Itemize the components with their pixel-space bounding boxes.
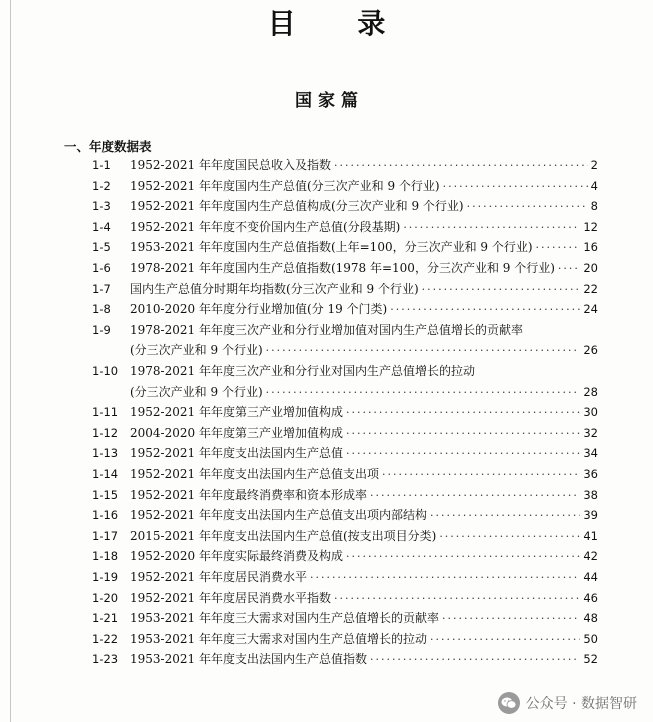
leader-dots — [370, 649, 580, 669]
toc-entry-number: 1-22 — [92, 631, 119, 646]
toc-entry[interactable] — [92, 505, 598, 525]
toc-entry[interactable] — [92, 485, 598, 505]
toc-entry-title: 国内生产总值分时期年均指数(分三次产业和 9 个行业) — [130, 281, 419, 296]
leader-dots — [310, 567, 580, 587]
toc-entry[interactable] — [92, 567, 598, 587]
toc-entry-title-cont: (分三次产业和 9 个行业) — [130, 343, 263, 358]
toc-entry-continuation[interactable] — [92, 382, 598, 402]
toc-entry-number: 1-7 — [92, 281, 111, 296]
toc-entry-page: 39 — [583, 508, 598, 523]
toc-entry-page: 12 — [583, 219, 598, 234]
toc-entry-page: 32 — [583, 425, 598, 440]
toc-entry-title: 1952-2021 年年度最终消费率和资本形成率 — [130, 487, 367, 502]
toc-entry[interactable] — [92, 402, 598, 422]
toc-entry[interactable] — [92, 258, 598, 278]
toc-entry-number: 1-13 — [92, 446, 119, 461]
toc-entry-page: 38 — [583, 487, 598, 502]
leader-dots — [346, 402, 580, 422]
toc-entry-title: 1953-2021 年年度国内生产总值指数(上年=100，分三次产业和 9 个行业) — [130, 240, 533, 255]
toc-entry-page: 52 — [583, 652, 598, 667]
toc-entry[interactable] — [92, 217, 598, 237]
toc-entry-title: 1978-2021 年年度三次产业和分行业增加值对国内生产总值增长的贡献率 — [130, 322, 523, 337]
toc-entry-title: 1952-2021 年年度国内生产总值(分三次产业和 9 个行业) — [130, 178, 440, 193]
wechat-icon — [498, 692, 520, 714]
toc-entry-title: 2010-2020 年年度分行业增加值(分 19 个门类) — [130, 302, 388, 317]
toc-entry-title: 1952-2021 年年度支出法国内生产总值支出项 — [130, 467, 379, 481]
toc-entry-page: 20 — [583, 261, 598, 275]
leader-dots — [382, 464, 580, 484]
toc-entry-page: 48 — [583, 611, 598, 626]
toc-entry-number: 1-4 — [92, 219, 111, 234]
toc-entry-number: 1-18 — [92, 549, 119, 564]
section-heading: 国家篇 — [295, 91, 364, 111]
toc-entry-number: 1-16 — [92, 508, 119, 523]
toc-entry-title: 1952-2020 年年度实际最终消费及构成 — [130, 549, 343, 564]
toc-entry-title: 1952-2021 年年度第三产业增加值构成 — [130, 405, 343, 420]
toc-entry[interactable] — [92, 320, 598, 340]
toc-entry-number: 1-17 — [92, 528, 119, 543]
leader-dots — [346, 423, 580, 443]
page-title: 目 录 — [267, 7, 412, 40]
toc-entry[interactable] — [92, 155, 598, 175]
toc-entry-page: 44 — [583, 570, 598, 584]
leader-dots — [334, 155, 588, 175]
toc-entry[interactable] — [92, 649, 598, 669]
toc-entry[interactable] — [92, 196, 598, 216]
toc-entry[interactable] — [92, 629, 598, 649]
toc-entry[interactable] — [92, 279, 598, 299]
toc-entry-title: 2015-2021 年年度支出法国内生产总值(按支出项目分类) — [130, 528, 437, 543]
leader-dots — [370, 485, 580, 505]
toc-entry-page: 26 — [583, 343, 598, 358]
toc-entry-title: 1952-2021 年年度居民消费水平 — [130, 570, 307, 584]
toc-entry-page: 41 — [583, 528, 598, 543]
toc-entry[interactable] — [92, 299, 598, 319]
toc-entry-number: 1-8 — [92, 302, 111, 317]
toc-entry-title: 1978-2021 年年度三次产业和分行业对国内生产总值增长的拉动 — [130, 364, 475, 378]
toc-entry[interactable] — [92, 526, 598, 546]
leader-dots — [334, 588, 580, 608]
toc-entry-page: 22 — [583, 281, 598, 296]
toc-entry-page: 50 — [583, 631, 598, 646]
watermark-text: 公众号 · 数据智研 — [525, 696, 637, 712]
toc-entry-number: 1-19 — [92, 570, 119, 584]
leader-dots — [443, 176, 588, 196]
toc-entry-number: 1-9 — [92, 322, 111, 337]
leader-dots — [442, 608, 580, 628]
toc-entry-number: 1-14 — [92, 467, 119, 481]
leader-dots — [390, 299, 580, 319]
toc-entry-number: 1-2 — [92, 178, 111, 193]
toc-entry-number: 1-5 — [92, 240, 111, 255]
toc-entry-number: 1-11 — [92, 405, 119, 420]
toc-entry-page: 36 — [583, 467, 598, 481]
toc-entry-title: 1952-2021 年年度支出法国内生产总值 — [130, 446, 343, 461]
leader-dots — [266, 340, 581, 360]
toc-entry-title: 1978-2021 年年度国内生产总值指数(1978 年=100，分三次产业和 9 个行业) — [130, 261, 555, 275]
toc-entry-title: 1952-2021 年年度不变价国内生产总值(分段基期) — [130, 219, 401, 234]
toc-entry-number: 1-23 — [92, 652, 119, 667]
toc-entry-title-cont: (分三次产业和 9 个行业) — [130, 384, 263, 399]
toc-entry[interactable] — [92, 361, 598, 381]
toc-entry[interactable] — [92, 464, 598, 484]
toc-entry-title: 1952-2021 年年度支出法国内生产总值支出项内部结构 — [130, 508, 427, 523]
toc-entry-number: 1-15 — [92, 487, 119, 502]
toc-entry[interactable] — [92, 423, 598, 443]
toc-entry-number: 1-20 — [92, 590, 119, 605]
toc-entry-title: 1952-2021 年年度国内生产总值构成(分三次产业和 9 个行业) — [130, 199, 464, 214]
toc-entry-number: 1-3 — [92, 199, 111, 214]
leader-dots — [439, 526, 580, 546]
leader-dots — [536, 237, 581, 257]
leader-dots — [422, 279, 581, 299]
toc-entry-continuation[interactable] — [92, 340, 598, 360]
toc-entry[interactable] — [92, 608, 598, 628]
leader-dots — [430, 505, 580, 525]
toc-entry-number: 1-12 — [92, 425, 119, 440]
toc-entry-title: 1953-2021 年年度支出法国内生产总值指数 — [130, 652, 367, 667]
toc-entry-page: 24 — [583, 302, 598, 317]
toc-entry-page: 2 — [590, 158, 598, 172]
toc-entry-page: 42 — [583, 549, 598, 564]
toc-entry-title: 1952-2021 年年度居民消费水平指数 — [130, 590, 331, 605]
toc-entry[interactable] — [92, 443, 598, 463]
leader-dots — [467, 196, 588, 216]
leader-dots — [403, 217, 580, 237]
toc-entry-page: 8 — [590, 199, 598, 214]
toc-entry[interactable] — [92, 546, 598, 566]
toc-entry-number: 1-21 — [92, 611, 119, 626]
leader-dots — [346, 546, 580, 566]
leader-dots — [430, 629, 580, 649]
toc-entry[interactable] — [92, 588, 598, 608]
subsection-heading: 一、年度数据表 — [64, 139, 152, 154]
toc-entry-page: 16 — [583, 240, 598, 255]
leader-dots — [558, 258, 580, 278]
toc-entry[interactable] — [92, 237, 598, 257]
toc-entry-number: 1-10 — [92, 364, 119, 378]
toc-entry-page: 34 — [583, 446, 598, 461]
toc-entry-number: 1-1 — [92, 158, 111, 172]
toc-entry-title: 1953-2021 年年度三大需求对国内生产总值增长的贡献率 — [130, 611, 439, 626]
toc-entry-title: 1953-2021 年年度三大需求对国内生产总值增长的拉动 — [130, 631, 427, 646]
toc-entry[interactable] — [92, 176, 598, 196]
toc-entry-page: 28 — [583, 384, 598, 399]
toc-entry-page: 4 — [590, 178, 598, 193]
leader-dots — [346, 443, 580, 463]
leader-dots — [266, 382, 581, 402]
toc-entry-page: 46 — [583, 590, 598, 605]
toc-entry-title: 1952-2021 年年度国民总收入及指数 — [130, 158, 331, 172]
toc-entry-number: 1-6 — [92, 261, 111, 275]
watermark — [498, 692, 637, 714]
toc-entry-title: 2004-2020 年年度第三产业增加值构成 — [130, 425, 343, 440]
toc-entry-page: 30 — [583, 405, 598, 420]
